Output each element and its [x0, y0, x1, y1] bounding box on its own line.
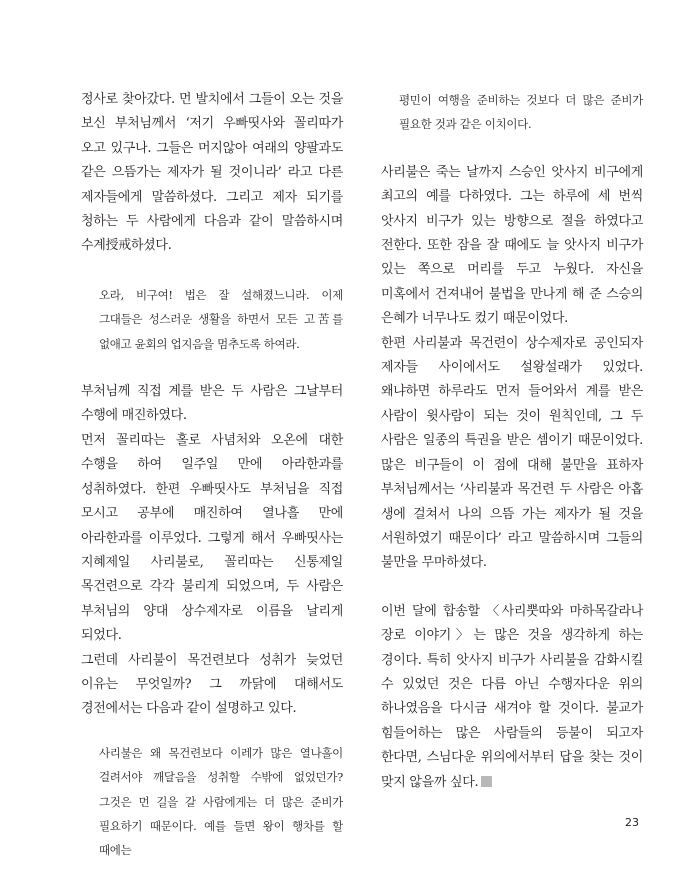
right-column: [381, 88, 643, 795]
body-paragraph: 그런데 사리불이 목건련보다 성취가 늦었던 이유는 무엇일까? 그 까닭에 대해서도 경전에서는 다음과 같이 설명하고 있다.: [81, 652, 343, 717]
body-paragraph: 정사로 찾아갔다. 먼 발치에서 그들이 오는 것을 보신 부처님께서 ‘저기 우빠띳사와 꼴리따가 오고 있구나. 그들은 머지않아 여래의 양팔과도 같은 으뜸가는 제자가 될 것이니라’ 라고 다른 제자들에게 말씀하셨다. 그리고 제자 되기를 청하는 두 사람에게 다음과 같이 말씀하시며 수계授戒하셨다.: [81, 92, 343, 254]
paragraph-gap: [381, 576, 643, 600]
paragraph-gap: [81, 259, 343, 283]
body-paragraph: 사리불은 죽는 날까지 스승인 앗사지 비구에게 최고의 예를 다하였다. 그는 하루에 세 번씩 앗사지 비구가 있는 방향으로 절을 하였다고 전한다. 또한 잠을 잘 때에도 늘 앗사지 비구가 있는 쪽으로 머리를 두고 누웠다. 자신을 미혹에서 건져내어 불법을 만나게 해 준 스승의 은혜가 너무나도 컸기 때문이었다.: [381, 164, 643, 327]
paragraph-gap: [381, 137, 643, 161]
paragraph-gap: [81, 722, 343, 741]
body-paragraph: 먼저 꼴리따는 홀로 사념처와 오온에 대한 수행을 하여 일주일 만에 아라한과를 성취하였다. 한편 우빠띳사도 부처님을 직접 모시고 공부에 매진하여 열나흘 만에 아라한과를 이루었다. 그렇게 해서 우빠띳사는 지혜제일 사리불로, 꼴리따는 신통제일 목건련으로 각각 불리게 되었으며, 두 사람은 부처님의 양대 상수제자로 이름을 날리게 되었다.: [81, 432, 343, 644]
left-column: [81, 88, 343, 863]
scripture-quote: 오라, 비구여! 법은 잘 설해졌느니라. 이제 그대들은 성스러운 생활을 하면서 모든 고苦를 없애고 윤회의 업지음을 멈추도록 하여라.: [99, 287, 343, 351]
end-of-article-mark-icon: [481, 776, 492, 787]
page-number: 23: [625, 816, 639, 829]
body-paragraph: 부처님께 직접 계를 받은 두 사람은 그날부터 수행에 매진하였다.: [81, 384, 343, 424]
closing-paragraph: [381, 600, 643, 795]
body-paragraph: 한편 사리불과 목건련이 상수제자로 공인되자 제자들 사이에서도 설왕설래가 있었다. 왜냐하면 하루라도 먼저 들어와서 계를 받은 사람이 윗사람이 되는 것이 원칙인데, 그 두 사람은 일종의 특권을 받은 셈이기 때문이었다. 많은 비구들이 이 점에 대해 불만을 표하자 부처님께서는 ‘사리불과 목건련 두 사람은 아홉 생에 걸쳐서 나의 으뜸 가는 제자가 될 것을 서원하였기 때문이다’ 라고 말씀하시며 그들의 불만을 무마하셨다.: [381, 335, 643, 571]
paragraph-gap: [81, 356, 343, 380]
closing-paragraph-text: 이번 달에 합송할 〈사리뿟따와 마하목갈라나 장로 이야기〉는 많은 것을 생각하게 하는 경이다. 특히 앗사지 비구가 사리불을 감화시킬 수 있었던 것은 다름 아닌 수행자다운 위의 하나였음을 다시금 새겨야 할 것이다. 불교가 힘들어하는 많은 사람들의 등불이 되고자 한다면, 스님다운 위의에서부터 답을 찾는 것이 맞지 않을까 싶다.: [381, 603, 643, 790]
scripture-quote-continued: 평민이 여행을 준비하는 것보다 더 많은 준비가 필요한 것과 같은 이치이다.: [399, 93, 643, 132]
scripture-quote: 사리불은 왜 목건련보다 이레가 많은 열나흘이 걸려서야 깨달음을 성취할 수밖에 없었던가? 그것은 먼 길을 갈 사람에게는 더 많은 준비가 필요하기 때문이다. 예를 들면 왕이 행차를 할 때에는: [99, 745, 343, 858]
